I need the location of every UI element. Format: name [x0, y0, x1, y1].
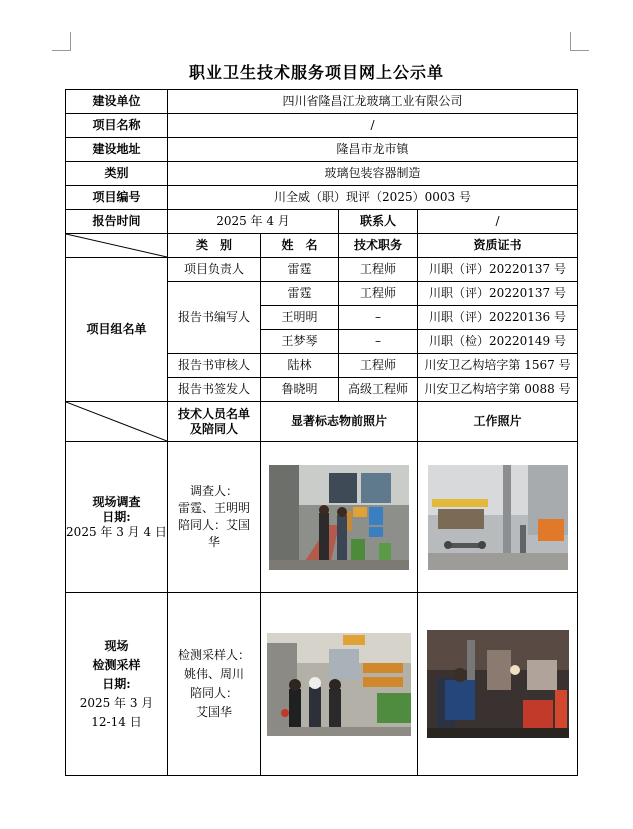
survey-staff-line: 陪同人：艾国: [177, 518, 250, 532]
row-construction-address: [66, 138, 578, 162]
row-project-name: [66, 114, 578, 138]
sampling-staff-line: 检测采样人：: [177, 648, 250, 662]
diagonal-cell: [66, 234, 168, 258]
survey-date-cell: [66, 442, 168, 593]
survey-row: [66, 442, 578, 593]
photo-header-row: [66, 402, 578, 442]
table-row: [66, 258, 578, 282]
label-report-time: 报告时间: [66, 210, 168, 234]
header-type: 类 别: [168, 234, 261, 258]
team-type: 报告书签发人: [168, 378, 261, 402]
sampling-staff-line: 艾国华: [195, 705, 232, 719]
survey-date: 2025 年 3 月 4 日: [66, 524, 167, 539]
team-title: 工程师: [339, 354, 418, 378]
team-title: –: [339, 330, 418, 354]
page-title: 职业卫生技术服务项目网上公示单: [188, 63, 444, 82]
team-name: 鲁晓明: [261, 378, 339, 402]
survey-date-label: 日期:: [102, 509, 131, 524]
page-corner-mark: [52, 32, 71, 51]
row-category: [66, 162, 578, 186]
team-header-row: [66, 234, 578, 258]
team-type: 项目负责人: [168, 258, 261, 282]
sampling-staff-line: 姚伟、周川: [183, 667, 244, 681]
header-staff: 技术人员名单 及陪同人: [168, 402, 261, 442]
sampling-staff-cell: [168, 593, 261, 776]
row-report-time: [66, 210, 578, 234]
team-title: 工程师: [339, 258, 418, 282]
sampling-date: 12-14 日: [91, 714, 142, 729]
disclosure-table: [65, 89, 578, 776]
survey-staff-line: 雷霆、王明明: [177, 501, 250, 515]
team-type: 报告书审核人: [168, 354, 261, 378]
workshop-photo: [427, 630, 569, 738]
sampling-label: 现场: [104, 638, 129, 653]
sampling-staff-line: 陪同人：: [189, 686, 238, 700]
label-construction-address: 建设地址: [66, 138, 168, 162]
team-name: 雷霆: [261, 258, 339, 282]
page-corner-mark: [570, 32, 589, 51]
team-type: 报告书编写人: [168, 282, 261, 354]
factory-floor-photo: [428, 465, 568, 570]
office-sign-photo: [267, 633, 411, 736]
team-title: 高级工程师: [339, 378, 418, 402]
survey-staff-line: 华: [207, 535, 220, 549]
value-contact: /: [418, 210, 578, 234]
team-name: 王明明: [261, 306, 339, 330]
sampling-date-cell: [66, 593, 168, 776]
team-name: 王梦琴: [261, 330, 339, 354]
sampling-date: 2025 年 3 月: [79, 695, 154, 710]
label-project-no: 项目编号: [66, 186, 168, 210]
header-name: 姓 名: [261, 234, 339, 258]
row-project-no: [66, 186, 578, 210]
team-title: –: [339, 306, 418, 330]
label-category: 类别: [66, 162, 168, 186]
sampling-label: 检测采样: [92, 657, 141, 672]
survey-label: 现场调查: [92, 494, 141, 509]
value-category: 玻璃包装容器制造: [168, 162, 578, 186]
header-work-photo: 工作照片: [418, 402, 578, 442]
sampling-landmark-cell: [261, 593, 418, 776]
team-name: 陆林: [261, 354, 339, 378]
label-construction-unit: 建设单位: [66, 90, 168, 114]
team-name: 雷霆: [261, 282, 339, 306]
team-label: 项目组名单: [66, 258, 168, 402]
team-cert: 川职（评）20220137 号: [418, 258, 578, 282]
value-report-time: 2025 年 4 月: [168, 210, 339, 234]
team-cert: 川职（检）20220149 号: [418, 330, 578, 354]
team-cert: 川安卫乙构培字第 1567 号: [418, 354, 578, 378]
team-cert: 川安卫乙构培字第 0088 号: [418, 378, 578, 402]
value-project-no: 川全威（职）现评（2025）0003 号: [168, 186, 578, 210]
sampling-date-label: 日期:: [102, 676, 131, 691]
value-construction-unit: 四川省隆昌江龙玻璃工业有限公司: [168, 90, 578, 114]
header-title: 技术职务: [339, 234, 418, 258]
value-project-name: /: [168, 114, 578, 138]
label-contact: 联系人: [339, 210, 418, 234]
team-title: 工程师: [339, 282, 418, 306]
label-project-name: 项目名称: [66, 114, 168, 138]
survey-work-cell: [418, 442, 578, 593]
team-cert: 川职（评）20220136 号: [418, 306, 578, 330]
diagonal-cell: [66, 402, 168, 442]
survey-staff-line: 调查人：: [189, 484, 238, 498]
value-construction-address: 隆昌市龙市镇: [168, 138, 578, 162]
survey-landmark-cell: [261, 442, 418, 593]
team-cert: 川职（评）20220137 号: [418, 282, 578, 306]
header-landmark-photo: 显著标志物前照片: [261, 402, 418, 442]
building-entrance-photo: [269, 465, 409, 570]
row-construction-unit: [66, 90, 578, 114]
header-cert: 资质证书: [418, 234, 578, 258]
sampling-row: [66, 593, 578, 776]
survey-staff-cell: [168, 442, 261, 593]
sampling-work-cell: [418, 593, 578, 776]
